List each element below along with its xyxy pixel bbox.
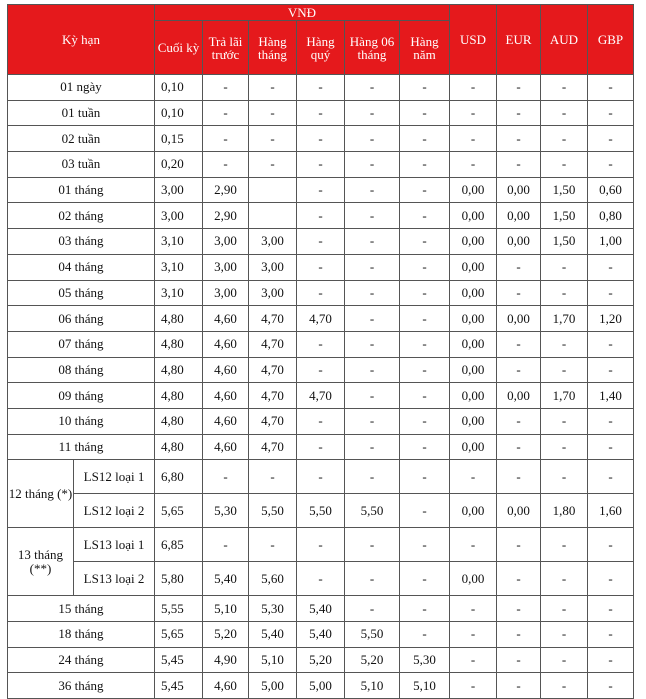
table-row bbox=[8, 647, 634, 673]
rate-cell: - bbox=[203, 152, 249, 178]
rate-cell: - bbox=[450, 647, 497, 673]
rate-cell: - bbox=[541, 331, 588, 357]
term-group-label: 12 tháng (*) bbox=[8, 460, 74, 528]
rate-cell: - bbox=[588, 357, 634, 383]
rate-cell: - bbox=[541, 75, 588, 101]
rate-cell: 5,10 bbox=[249, 647, 297, 673]
rate-cell: - bbox=[541, 126, 588, 152]
rate-cell: 5,65 bbox=[155, 622, 203, 648]
rate-cell: 5,30 bbox=[249, 596, 297, 622]
rate-cell: 3,00 bbox=[203, 280, 249, 306]
rate-cell: - bbox=[297, 126, 345, 152]
rate-cell: - bbox=[588, 622, 634, 648]
sub-term-label: LS13 loại 1 bbox=[74, 528, 155, 562]
rate-cell: - bbox=[541, 460, 588, 494]
rate-cell: 5,20 bbox=[203, 622, 249, 648]
rate-cell: - bbox=[588, 126, 634, 152]
rate-cell: 1,20 bbox=[588, 306, 634, 332]
rate-cell: - bbox=[345, 203, 400, 229]
rate-cell: 4,80 bbox=[155, 357, 203, 383]
rate-cell bbox=[249, 177, 297, 203]
rate-cell: - bbox=[497, 280, 541, 306]
rate-cell: - bbox=[588, 280, 634, 306]
term-label: 08 tháng bbox=[8, 357, 155, 383]
rate-cell: 3,10 bbox=[155, 229, 203, 255]
rate-cell: 5,50 bbox=[297, 494, 345, 528]
rate-cell: - bbox=[588, 528, 634, 562]
rate-cell: - bbox=[541, 647, 588, 673]
rate-cell: 0,00 bbox=[450, 280, 497, 306]
rate-cell: 4,60 bbox=[203, 383, 249, 409]
rate-cell: 0,00 bbox=[497, 306, 541, 332]
rate-cell: - bbox=[249, 126, 297, 152]
rate-cell: 1,80 bbox=[541, 494, 588, 528]
rate-cell: - bbox=[345, 331, 400, 357]
rate-cell: 3,00 bbox=[249, 254, 297, 280]
rate-cell: 3,00 bbox=[203, 229, 249, 255]
rate-cell: 4,60 bbox=[203, 331, 249, 357]
rate-cell: - bbox=[588, 408, 634, 434]
rate-cell: 5,40 bbox=[203, 562, 249, 596]
term-group-label: 13 tháng (**) bbox=[8, 528, 74, 596]
rate-cell: - bbox=[497, 254, 541, 280]
rate-cell: - bbox=[400, 229, 450, 255]
rate-cell: 4,60 bbox=[203, 357, 249, 383]
rate-cell: - bbox=[400, 434, 450, 460]
rate-cell: - bbox=[400, 306, 450, 332]
rate-cell: - bbox=[203, 100, 249, 126]
rate-cell: 0,00 bbox=[450, 562, 497, 596]
rate-cell: 1,70 bbox=[541, 383, 588, 409]
rate-cell: 0,00 bbox=[450, 408, 497, 434]
table-row bbox=[8, 562, 634, 596]
term-label: 04 tháng bbox=[8, 254, 155, 280]
rate-cell: - bbox=[400, 562, 450, 596]
rate-cell: 0,00 bbox=[497, 203, 541, 229]
term-label: 03 tuần bbox=[8, 152, 155, 178]
table-row bbox=[8, 673, 634, 699]
rate-cell: 5,20 bbox=[345, 647, 400, 673]
rate-cell: - bbox=[297, 460, 345, 494]
sub-term-label: LS12 loại 2 bbox=[74, 494, 155, 528]
rate-cell: - bbox=[297, 528, 345, 562]
rate-cell: - bbox=[450, 126, 497, 152]
rate-cell: 0,10 bbox=[155, 100, 203, 126]
rate-cell: - bbox=[497, 562, 541, 596]
header-col-hang-nam: Hàng năm bbox=[400, 21, 450, 75]
rate-cell: 6,80 bbox=[155, 460, 203, 494]
rate-cell: 3,10 bbox=[155, 254, 203, 280]
rate-cell: - bbox=[450, 460, 497, 494]
rate-cell: - bbox=[203, 75, 249, 101]
header-col-hang-thang: Hàng tháng bbox=[249, 21, 297, 75]
rate-cell: - bbox=[541, 254, 588, 280]
rate-cell: - bbox=[450, 673, 497, 699]
table-row bbox=[8, 434, 634, 460]
rate-cell: - bbox=[450, 528, 497, 562]
rate-cell: - bbox=[345, 383, 400, 409]
table-row bbox=[8, 460, 634, 494]
rate-cell: 1,60 bbox=[588, 494, 634, 528]
header-col-hang-06-thang: Hàng 06 tháng bbox=[345, 21, 400, 75]
rate-cell: - bbox=[541, 528, 588, 562]
rate-cell: - bbox=[297, 562, 345, 596]
rate-cell: 1,50 bbox=[541, 177, 588, 203]
rate-cell: 4,80 bbox=[155, 434, 203, 460]
table-row bbox=[8, 357, 634, 383]
rate-cell: - bbox=[400, 383, 450, 409]
term-label: 02 tuần bbox=[8, 126, 155, 152]
rate-cell: - bbox=[541, 562, 588, 596]
rate-cell: - bbox=[497, 622, 541, 648]
rate-cell: 4,80 bbox=[155, 383, 203, 409]
rate-table-body bbox=[8, 75, 634, 699]
rate-cell: 5,40 bbox=[297, 622, 345, 648]
rate-cell: 0,00 bbox=[450, 434, 497, 460]
rate-cell: - bbox=[541, 280, 588, 306]
term-label: 01 tuần bbox=[8, 100, 155, 126]
rate-cell: 3,00 bbox=[249, 280, 297, 306]
rate-cell: 4,70 bbox=[249, 331, 297, 357]
rate-cell: 4,70 bbox=[297, 383, 345, 409]
rate-cell: - bbox=[588, 673, 634, 699]
rate-cell: - bbox=[588, 75, 634, 101]
rate-cell: 0,60 bbox=[588, 177, 634, 203]
rate-cell: - bbox=[497, 596, 541, 622]
rate-cell: 5,45 bbox=[155, 673, 203, 699]
table-row bbox=[8, 126, 634, 152]
rate-cell: - bbox=[345, 306, 400, 332]
rate-cell: 3,00 bbox=[203, 254, 249, 280]
rate-cell: - bbox=[249, 460, 297, 494]
rate-cell: - bbox=[541, 596, 588, 622]
header-gbp: GBP bbox=[588, 5, 634, 75]
rate-cell: - bbox=[497, 152, 541, 178]
rate-cell: - bbox=[297, 229, 345, 255]
rate-cell: 0,00 bbox=[497, 229, 541, 255]
rate-cell: 0,00 bbox=[450, 306, 497, 332]
rate-cell: - bbox=[249, 152, 297, 178]
rate-cell: - bbox=[400, 126, 450, 152]
rate-cell: 5,65 bbox=[155, 494, 203, 528]
table-row bbox=[8, 306, 634, 332]
rate-cell: - bbox=[497, 408, 541, 434]
header-col-hang-quy: Hàng quý bbox=[297, 21, 345, 75]
rate-cell: 0,00 bbox=[497, 383, 541, 409]
rate-cell: - bbox=[249, 100, 297, 126]
rate-cell: - bbox=[400, 331, 450, 357]
rate-cell: - bbox=[541, 357, 588, 383]
rate-cell: - bbox=[345, 100, 400, 126]
rate-cell: - bbox=[541, 622, 588, 648]
rate-cell: 0,00 bbox=[450, 357, 497, 383]
rate-cell: 4,60 bbox=[203, 434, 249, 460]
rate-cell: 4,70 bbox=[297, 306, 345, 332]
rate-cell: - bbox=[588, 562, 634, 596]
term-label: 05 tháng bbox=[8, 280, 155, 306]
rate-cell: - bbox=[345, 408, 400, 434]
term-label: 07 tháng bbox=[8, 331, 155, 357]
rate-cell: - bbox=[541, 673, 588, 699]
table-row bbox=[8, 100, 634, 126]
rate-cell: - bbox=[541, 100, 588, 126]
rate-cell: 1,00 bbox=[588, 229, 634, 255]
rate-cell: 0,00 bbox=[497, 177, 541, 203]
table-row bbox=[8, 229, 634, 255]
rate-cell: - bbox=[541, 408, 588, 434]
rate-cell: 4,80 bbox=[155, 331, 203, 357]
rate-cell: - bbox=[400, 177, 450, 203]
header-col-tra-lai-truoc: Trả lãi trước bbox=[203, 21, 249, 75]
term-label: 10 tháng bbox=[8, 408, 155, 434]
rate-cell: 4,60 bbox=[203, 408, 249, 434]
rate-cell: - bbox=[497, 100, 541, 126]
header-col-cuoi-ky: Cuối kỳ bbox=[155, 21, 203, 75]
rate-cell: - bbox=[203, 126, 249, 152]
table-row bbox=[8, 408, 634, 434]
rate-cell: - bbox=[588, 434, 634, 460]
rate-cell: 5,10 bbox=[400, 673, 450, 699]
rate-cell: - bbox=[450, 622, 497, 648]
rate-cell: 0,10 bbox=[155, 75, 203, 101]
interest-rate-table bbox=[7, 4, 634, 699]
rate-cell: - bbox=[588, 596, 634, 622]
term-label: 01 ngày bbox=[8, 75, 155, 101]
rate-cell: - bbox=[497, 75, 541, 101]
table-row bbox=[8, 75, 634, 101]
rate-cell: - bbox=[297, 434, 345, 460]
rate-cell: 5,45 bbox=[155, 647, 203, 673]
table-row bbox=[8, 203, 634, 229]
header-eur: EUR bbox=[497, 5, 541, 75]
rate-cell: - bbox=[588, 254, 634, 280]
rate-cell bbox=[249, 203, 297, 229]
table-row bbox=[8, 331, 634, 357]
rate-cell: - bbox=[345, 528, 400, 562]
rate-cell: - bbox=[203, 460, 249, 494]
rate-cell: - bbox=[297, 357, 345, 383]
rate-cell: - bbox=[400, 494, 450, 528]
table-row bbox=[8, 494, 634, 528]
rate-cell: - bbox=[297, 408, 345, 434]
rate-cell: 5,60 bbox=[249, 562, 297, 596]
rate-cell: 5,55 bbox=[155, 596, 203, 622]
rate-cell: - bbox=[345, 596, 400, 622]
rate-cell: - bbox=[450, 152, 497, 178]
rate-cell: 5,50 bbox=[345, 622, 400, 648]
rate-cell: 5,80 bbox=[155, 562, 203, 596]
rate-cell: 5,30 bbox=[203, 494, 249, 528]
rate-cell: - bbox=[297, 75, 345, 101]
rate-cell: - bbox=[588, 100, 634, 126]
rate-cell: 5,50 bbox=[345, 494, 400, 528]
rate-cell: - bbox=[497, 331, 541, 357]
rate-cell: - bbox=[497, 673, 541, 699]
rate-cell: - bbox=[400, 254, 450, 280]
rate-cell: - bbox=[400, 460, 450, 494]
rate-cell: - bbox=[345, 562, 400, 596]
table-row bbox=[8, 528, 634, 562]
term-label: 36 tháng bbox=[8, 673, 155, 699]
header-usd: USD bbox=[450, 5, 497, 75]
rate-cell: - bbox=[249, 528, 297, 562]
rate-cell: 0,15 bbox=[155, 126, 203, 152]
rate-cell: 4,70 bbox=[249, 434, 297, 460]
rate-cell: - bbox=[297, 152, 345, 178]
rate-cell: - bbox=[541, 434, 588, 460]
term-label: 09 tháng bbox=[8, 383, 155, 409]
rate-cell: 0,00 bbox=[450, 203, 497, 229]
header-term: Kỳ hạn bbox=[8, 5, 155, 75]
table-row bbox=[8, 622, 634, 648]
rate-cell: 5,00 bbox=[297, 673, 345, 699]
rate-cell: - bbox=[497, 126, 541, 152]
term-label: 03 tháng bbox=[8, 229, 155, 255]
rate-cell: 4,90 bbox=[203, 647, 249, 673]
term-label: 01 tháng bbox=[8, 177, 155, 203]
rate-cell: - bbox=[345, 177, 400, 203]
rate-cell: 5,20 bbox=[297, 647, 345, 673]
rate-cell: - bbox=[497, 647, 541, 673]
term-label: 24 tháng bbox=[8, 647, 155, 673]
rate-cell: 3,00 bbox=[155, 203, 203, 229]
rate-cell: - bbox=[400, 408, 450, 434]
rate-cell: - bbox=[345, 75, 400, 101]
sub-term-label: LS13 loại 2 bbox=[74, 562, 155, 596]
rate-cell: 2,90 bbox=[203, 177, 249, 203]
rate-cell: - bbox=[400, 596, 450, 622]
rate-cell: - bbox=[297, 280, 345, 306]
table-row bbox=[8, 254, 634, 280]
term-label: 02 tháng bbox=[8, 203, 155, 229]
rate-cell: - bbox=[345, 126, 400, 152]
rate-cell: - bbox=[297, 100, 345, 126]
rate-cell: - bbox=[400, 203, 450, 229]
rate-cell: 2,90 bbox=[203, 203, 249, 229]
rate-cell: 5,40 bbox=[297, 596, 345, 622]
rate-cell: - bbox=[400, 280, 450, 306]
rate-cell: - bbox=[297, 254, 345, 280]
rate-cell: 6,85 bbox=[155, 528, 203, 562]
rate-cell: - bbox=[345, 229, 400, 255]
rate-cell: 4,60 bbox=[203, 673, 249, 699]
rate-cell: - bbox=[588, 647, 634, 673]
rate-cell: - bbox=[345, 357, 400, 383]
rate-cell: - bbox=[400, 75, 450, 101]
rate-cell: 5,50 bbox=[249, 494, 297, 528]
rate-cell: - bbox=[450, 596, 497, 622]
table-row bbox=[8, 152, 634, 178]
rate-cell: 4,80 bbox=[155, 408, 203, 434]
rate-cell: 0,00 bbox=[450, 494, 497, 528]
table-row bbox=[8, 177, 634, 203]
header-aud: AUD bbox=[541, 5, 588, 75]
rate-cell: - bbox=[345, 460, 400, 494]
rate-cell: - bbox=[497, 434, 541, 460]
rate-cell: - bbox=[588, 331, 634, 357]
rate-cell: 1,40 bbox=[588, 383, 634, 409]
rate-cell: - bbox=[400, 528, 450, 562]
rate-cell: - bbox=[588, 152, 634, 178]
rate-cell: - bbox=[400, 622, 450, 648]
header-vnd: VNĐ bbox=[155, 5, 450, 21]
table-row bbox=[8, 280, 634, 306]
rate-cell: - bbox=[400, 357, 450, 383]
sub-term-label: LS12 loại 1 bbox=[74, 460, 155, 494]
rate-cell: 4,70 bbox=[249, 306, 297, 332]
rate-cell: - bbox=[345, 434, 400, 460]
rate-cell: 5,40 bbox=[249, 622, 297, 648]
rate-cell: - bbox=[345, 280, 400, 306]
rate-cell: 4,80 bbox=[155, 306, 203, 332]
rate-cell: 3,00 bbox=[249, 229, 297, 255]
rate-cell: 0,00 bbox=[450, 383, 497, 409]
term-label: 11 tháng bbox=[8, 434, 155, 460]
rate-cell: - bbox=[497, 357, 541, 383]
rate-cell: 0,00 bbox=[450, 229, 497, 255]
rate-cell: 3,00 bbox=[155, 177, 203, 203]
rate-cell: 5,10 bbox=[345, 673, 400, 699]
rate-cell: - bbox=[450, 75, 497, 101]
rate-cell: 5,30 bbox=[400, 647, 450, 673]
rate-cell: 1,50 bbox=[541, 203, 588, 229]
term-label: 06 tháng bbox=[8, 306, 155, 332]
rate-cell: 4,70 bbox=[249, 357, 297, 383]
rate-cell: 4,70 bbox=[249, 408, 297, 434]
rate-cell: - bbox=[450, 100, 497, 126]
term-label: 15 tháng bbox=[8, 596, 155, 622]
rate-cell: 4,60 bbox=[203, 306, 249, 332]
rate-cell: 0,00 bbox=[450, 177, 497, 203]
rate-cell: 4,70 bbox=[249, 383, 297, 409]
table-row bbox=[8, 383, 634, 409]
rate-cell: - bbox=[345, 254, 400, 280]
rate-cell: 0,80 bbox=[588, 203, 634, 229]
rate-cell: 5,10 bbox=[203, 596, 249, 622]
rate-cell: - bbox=[588, 460, 634, 494]
rate-cell: - bbox=[345, 152, 400, 178]
term-label: 18 tháng bbox=[8, 622, 155, 648]
rate-cell: - bbox=[400, 152, 450, 178]
rate-cell: - bbox=[497, 528, 541, 562]
rate-cell: - bbox=[541, 152, 588, 178]
rate-cell: - bbox=[249, 75, 297, 101]
rate-cell: 3,10 bbox=[155, 280, 203, 306]
rate-cell: 1,50 bbox=[541, 229, 588, 255]
rate-cell: - bbox=[497, 460, 541, 494]
rate-cell: - bbox=[203, 528, 249, 562]
rate-cell: 0,00 bbox=[450, 254, 497, 280]
table-row bbox=[8, 596, 634, 622]
rate-cell: 5,00 bbox=[249, 673, 297, 699]
rate-cell: 0,00 bbox=[450, 331, 497, 357]
rate-cell: 1,70 bbox=[541, 306, 588, 332]
rate-cell: 0,00 bbox=[497, 494, 541, 528]
rate-cell: - bbox=[297, 177, 345, 203]
rate-cell: - bbox=[400, 100, 450, 126]
rate-cell: - bbox=[297, 203, 345, 229]
rate-cell: - bbox=[297, 331, 345, 357]
rate-cell: 0,20 bbox=[155, 152, 203, 178]
